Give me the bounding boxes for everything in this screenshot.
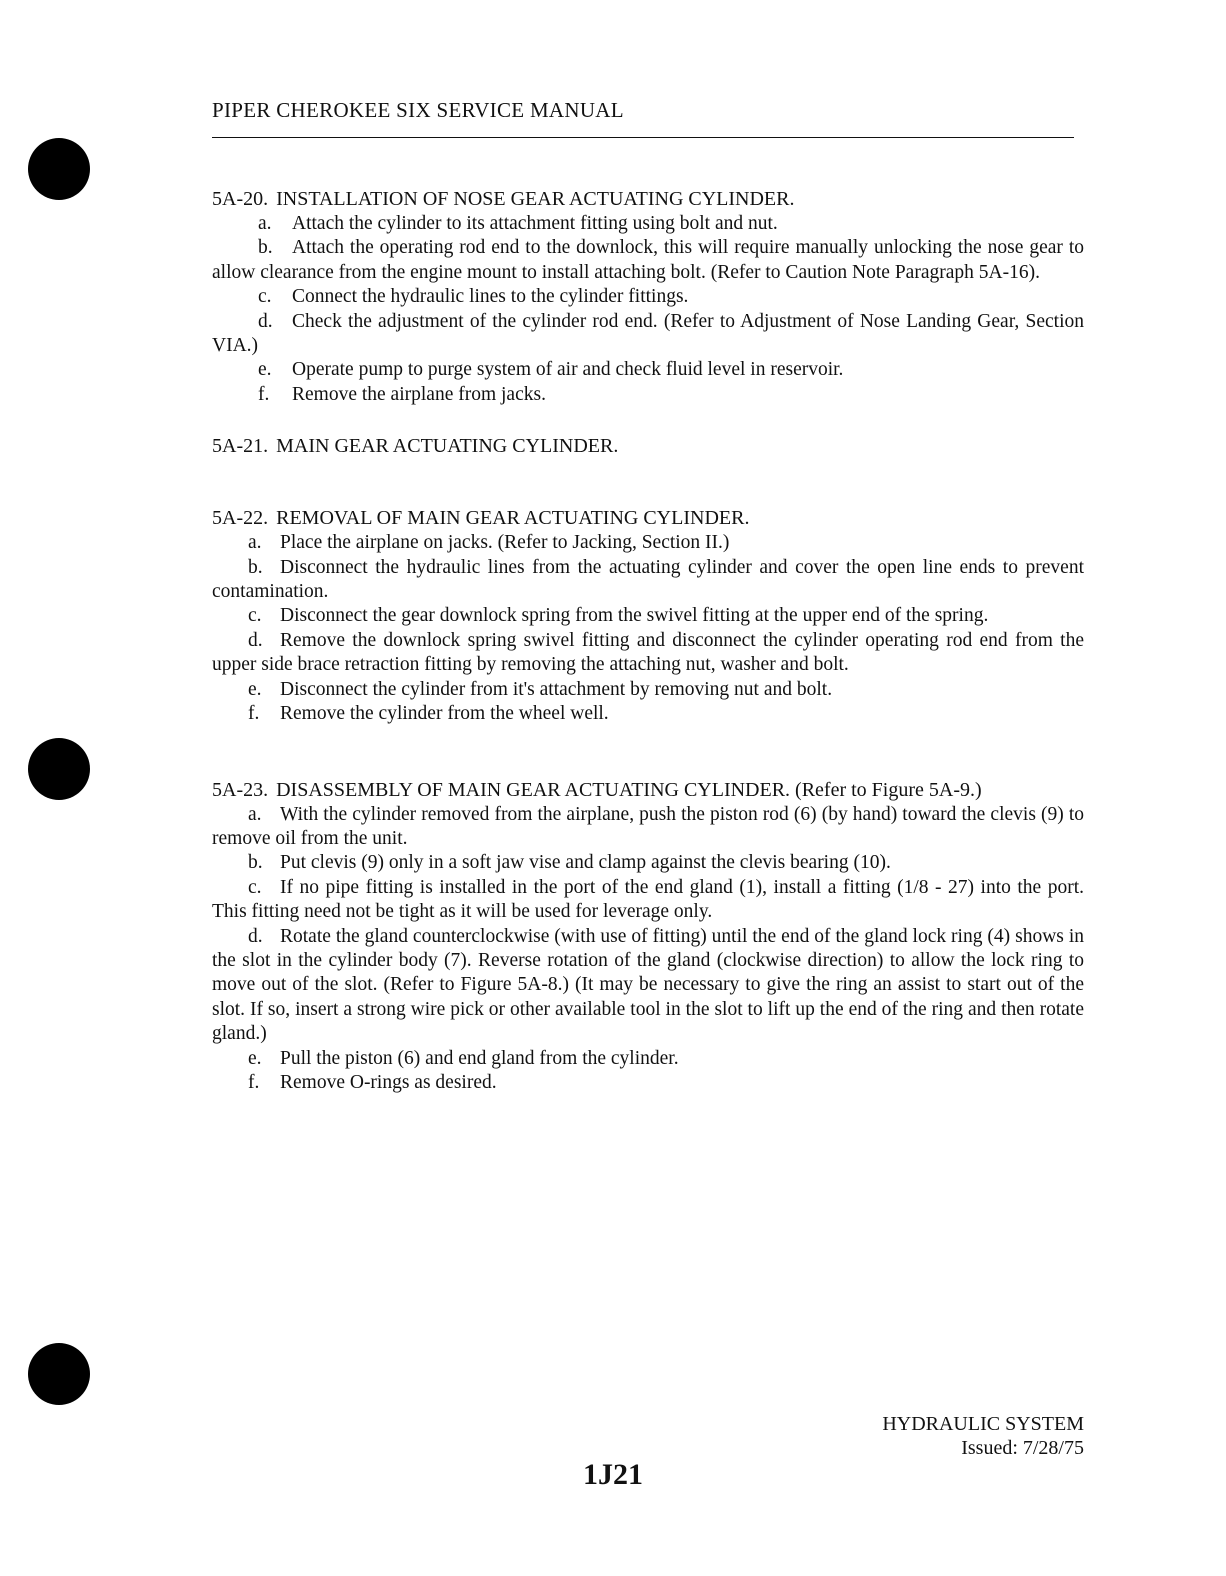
binder-hole-icon (28, 138, 90, 200)
footer-issued-date: Issued: 7/28/75 (961, 1437, 1084, 1459)
section-title: DISASSEMBLY OF MAIN GEAR ACTUATING CYLINDER. (Refer to Figure 5A-9.) (276, 778, 982, 801)
section-5a-23 (212, 777, 1084, 1096)
step-item: f. Remove the cylinder from the wheel well. (248, 703, 609, 725)
section-5a-22 (212, 505, 1084, 726)
section-number: 5A-20. (212, 188, 269, 210)
section-title: MAIN GEAR ACTUATING CYLINDER. (276, 435, 619, 458)
section-heading (212, 433, 1084, 459)
binder-hole-icon (28, 1343, 90, 1405)
step-item: f. Remove the airplane from jacks. (258, 383, 546, 405)
step-item: e. Pull the piston (6) and end gland from the cylinder. (248, 1047, 679, 1069)
step-item: b. Disconnect the hydraulic lines from the actuating cylinder and cover the open line ends to prevent contamination. (212, 556, 1084, 603)
step-item: a. Attach the cylinder to its attachment fitting using bolt and nut. (258, 213, 778, 234)
section-title: REMOVAL OF MAIN GEAR ACTUATING CYLINDER. (276, 507, 750, 530)
step-item: c. Disconnect the gear downlock spring from the swivel fitting at the upper end of the spring. (248, 605, 989, 627)
step-item: b. Attach the operating rod end to the downlock, this will require manually unlocking the nose gear to allow clearance from the engine mount to install attaching bolt. (Refer to Caution Note Paragraph 5A-16). (212, 237, 1084, 283)
section-number: 5A-21. (212, 435, 269, 458)
manual-title: PIPER CHEROKEE SIX SERVICE MANUAL (212, 98, 624, 122)
step-item: e. Operate pump to purge system of air and check fluid level in reservoir. (258, 359, 844, 381)
step-item: c. If no pipe fitting is installed in the port of the end gland (1), install a fitting (1/8 - 27) into the port. This fitting need not be tight as it will be used for leverage only. (212, 876, 1084, 923)
manual-page (212, 98, 1084, 1095)
page-number: 1J21 (583, 1458, 643, 1491)
step-item: d. Remove the downlock spring swivel fitting and disconnect the cylinder operating rod end from the upper side brace retraction fitting by removing the attaching nut, washer and bolt. (212, 629, 1084, 676)
section-number: 5A-22. (212, 507, 269, 530)
step-item: d. Check the adjustment of the cylinder rod end. (Refer to Adjustment of Nose Landing Gear, Section VIA.) (212, 310, 1084, 357)
binder-hole-icon (28, 738, 90, 800)
step-item: e. Disconnect the cylinder from it's attachment by removing nut and bolt. (248, 678, 833, 700)
section-5a-20 (212, 186, 1084, 407)
step-item: c. Connect the hydraulic lines to the cylinder fittings. (258, 286, 689, 308)
page-footer (882, 1412, 1084, 1460)
step-item: f. Remove O-rings as desired. (248, 1071, 497, 1093)
step-item: a. With the cylinder removed from the airplane, push the piston rod (6) (by hand) toward the clevis (9) to remove oil from the unit. (212, 803, 1084, 849)
step-item: a. Place the airplane on jacks. (Refer to Jacking, Section II.) (248, 532, 730, 554)
footer-section-name: HYDRAULIC SYSTEM (882, 1413, 1084, 1435)
step-item: d. Rotate the gland counterclockwise (with use of fitting) until the end of the gland lock ring (4) shows in the slot in the cylinder body (7). Reverse rotation of the gland (clockwise direction) to allow the lock ring to move out of the slot. (Refer to Figure 5A-8.) (It may be necessary to give the ring an assist to start out of the slot. If so, insert a strong wire pick or other available tool in the slot to lift up the end of the ring and then rotate gland.) (212, 925, 1084, 1045)
section-title: INSTALLATION OF NOSE GEAR ACTUATING CYLINDER. (276, 188, 795, 210)
section-heading (212, 505, 1084, 531)
section-number: 5A-23. (212, 778, 269, 801)
section-heading (212, 186, 1084, 212)
header-rule (212, 137, 1074, 138)
section-5a-21 (212, 433, 1084, 459)
section-heading (212, 777, 1084, 803)
step-item: b. Put clevis (9) only in a soft jaw vise and clamp against the clevis bearing (10). (248, 852, 891, 874)
